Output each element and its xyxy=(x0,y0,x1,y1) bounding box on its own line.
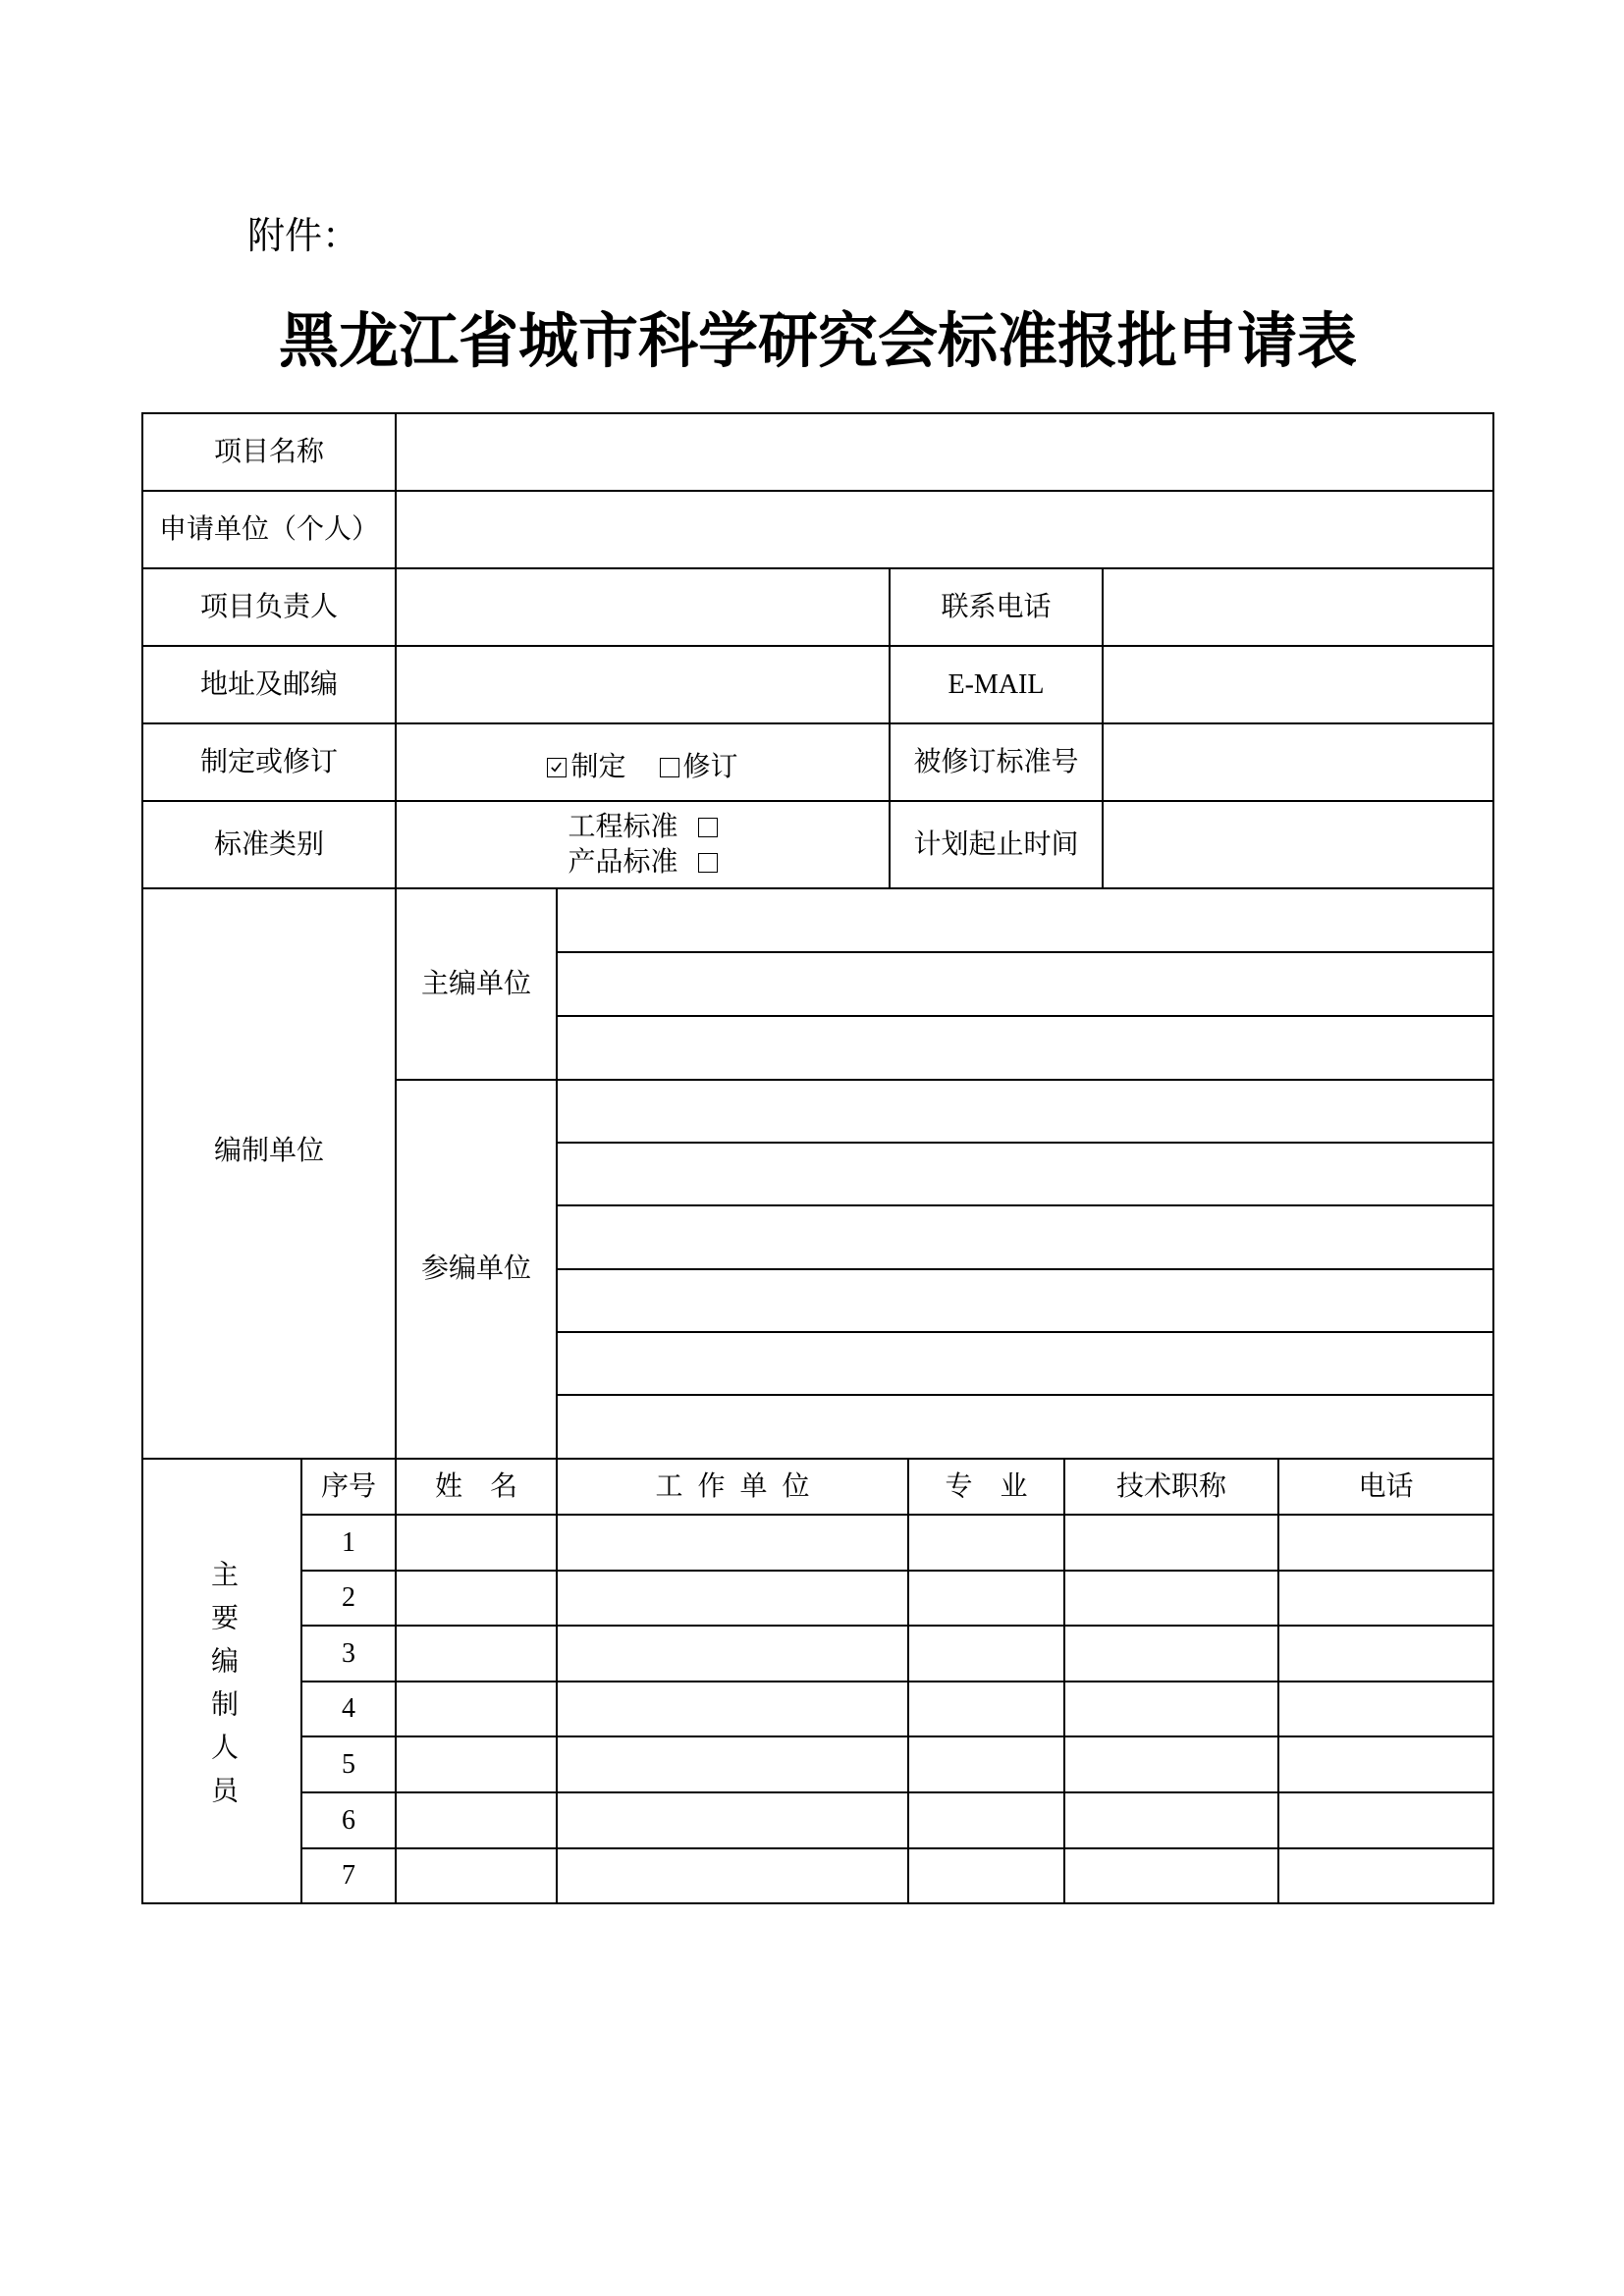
participating-unit-line xyxy=(556,1204,1494,1270)
personnel-name-cell xyxy=(395,1514,558,1572)
personnel-no-cell: 1 xyxy=(300,1514,397,1572)
option-label: 修订 xyxy=(682,751,738,782)
personnel-no-cell: 6 xyxy=(300,1791,397,1849)
personnel-phone-cell xyxy=(1277,1625,1494,1682)
revised-standard-no-field xyxy=(1102,722,1494,802)
personnel-name-cell xyxy=(395,1791,558,1849)
chief-unit-line xyxy=(556,1015,1494,1081)
chief-units-label: 主编单位 xyxy=(395,887,558,1081)
personnel-unit-cell xyxy=(556,1681,909,1737)
personnel-major-cell xyxy=(907,1735,1065,1793)
personnel-section-label: 主要编制人员 xyxy=(141,1458,302,1904)
personnel-unit-cell xyxy=(556,1570,909,1627)
participating-unit-line xyxy=(556,1142,1494,1206)
revised-standard-no-label: 被修订标准号 xyxy=(889,722,1104,802)
personnel-major-cell xyxy=(907,1681,1065,1737)
personnel-name-cell xyxy=(395,1847,558,1904)
personnel-name-cell xyxy=(395,1570,558,1627)
revision-type-label: 制定或修订 xyxy=(141,722,397,802)
column-header-title: 技术职称 xyxy=(1063,1458,1279,1516)
checkbox-icon xyxy=(547,758,567,777)
address-field xyxy=(395,645,891,724)
project-name-label: 项目名称 xyxy=(141,412,397,492)
personnel-phone-cell xyxy=(1277,1735,1494,1793)
email-field xyxy=(1102,645,1494,724)
email-label: E-MAIL xyxy=(889,645,1104,724)
project-leader-field xyxy=(395,567,891,647)
participating-unit-line xyxy=(556,1394,1494,1460)
column-header-phone: 电话 xyxy=(1277,1458,1494,1516)
option-label: 产品标准 xyxy=(568,846,678,878)
option-enact xyxy=(547,750,625,785)
personnel-unit-cell xyxy=(556,1514,909,1572)
personnel-name-cell xyxy=(395,1681,558,1737)
personnel-title-cell xyxy=(1063,1514,1279,1572)
column-header-no: 序号 xyxy=(300,1458,397,1516)
standard-category-options xyxy=(395,800,891,889)
column-header-name: 姓 名 xyxy=(395,1458,558,1516)
project-leader-label: 项目负责人 xyxy=(141,567,397,647)
personnel-major-cell xyxy=(907,1570,1065,1627)
personnel-no-cell: 2 xyxy=(300,1570,397,1627)
phone-field xyxy=(1102,567,1494,647)
personnel-title-cell xyxy=(1063,1570,1279,1627)
personnel-unit-cell xyxy=(556,1735,909,1793)
form-title: 黑龙江省城市科学研究会标准报批申请表 xyxy=(278,306,1357,376)
personnel-name-cell xyxy=(395,1625,558,1682)
personnel-unit-cell xyxy=(556,1847,909,1904)
applicant-field xyxy=(395,490,1494,569)
personnel-unit-cell xyxy=(556,1791,909,1849)
plan-period-label: 计划起止时间 xyxy=(889,800,1104,889)
application-form-table xyxy=(141,412,1494,1904)
option-revise xyxy=(660,750,738,785)
participating-unit-line xyxy=(556,1268,1494,1333)
plan-period-field xyxy=(1102,800,1494,889)
personnel-name-cell xyxy=(395,1735,558,1793)
compiling-units-label: 编制单位 xyxy=(141,887,397,1460)
project-name-field xyxy=(395,412,1494,492)
personnel-phone-cell xyxy=(1277,1791,1494,1849)
participating-unit-line xyxy=(556,1331,1494,1396)
personnel-title-cell xyxy=(1063,1791,1279,1849)
option-label: 制定 xyxy=(570,751,626,782)
checkbox-icon xyxy=(698,818,718,837)
personnel-no-cell: 5 xyxy=(300,1735,397,1793)
checkbox-icon xyxy=(698,853,718,873)
checkbox-icon xyxy=(660,758,679,777)
personnel-major-cell xyxy=(907,1847,1065,1904)
personnel-major-cell xyxy=(907,1514,1065,1572)
personnel-title-cell xyxy=(1063,1847,1279,1904)
participating-unit-line xyxy=(556,1079,1494,1144)
column-header-major: 专 业 xyxy=(907,1458,1065,1516)
attachment-label: 附件： xyxy=(247,214,360,257)
revision-type-options xyxy=(395,722,891,802)
personnel-title-cell xyxy=(1063,1735,1279,1793)
personnel-phone-cell xyxy=(1277,1570,1494,1627)
option-label: 工程标准 xyxy=(568,811,678,842)
personnel-title-cell xyxy=(1063,1625,1279,1682)
chief-unit-line xyxy=(556,887,1494,953)
personnel-unit-cell xyxy=(556,1625,909,1682)
personnel-no-cell: 7 xyxy=(300,1847,397,1904)
personnel-major-cell xyxy=(907,1791,1065,1849)
personnel-phone-cell xyxy=(1277,1681,1494,1737)
column-header-unit: 工 作 单 位 xyxy=(556,1458,909,1516)
chief-unit-line xyxy=(556,951,1494,1017)
option-engineering-standard xyxy=(568,810,717,845)
personnel-title-cell xyxy=(1063,1681,1279,1737)
address-label: 地址及邮编 xyxy=(141,645,397,724)
phone-label: 联系电话 xyxy=(889,567,1104,647)
personnel-no-cell: 3 xyxy=(300,1625,397,1682)
personnel-phone-cell xyxy=(1277,1514,1494,1572)
applicant-label: 申请单位（个人） xyxy=(141,490,397,569)
personnel-phone-cell xyxy=(1277,1847,1494,1904)
standard-category-label: 标准类别 xyxy=(141,800,397,889)
personnel-no-cell: 4 xyxy=(300,1681,397,1737)
option-product-standard xyxy=(568,845,717,881)
personnel-major-cell xyxy=(907,1625,1065,1682)
participating-units-label: 参编单位 xyxy=(395,1079,558,1460)
